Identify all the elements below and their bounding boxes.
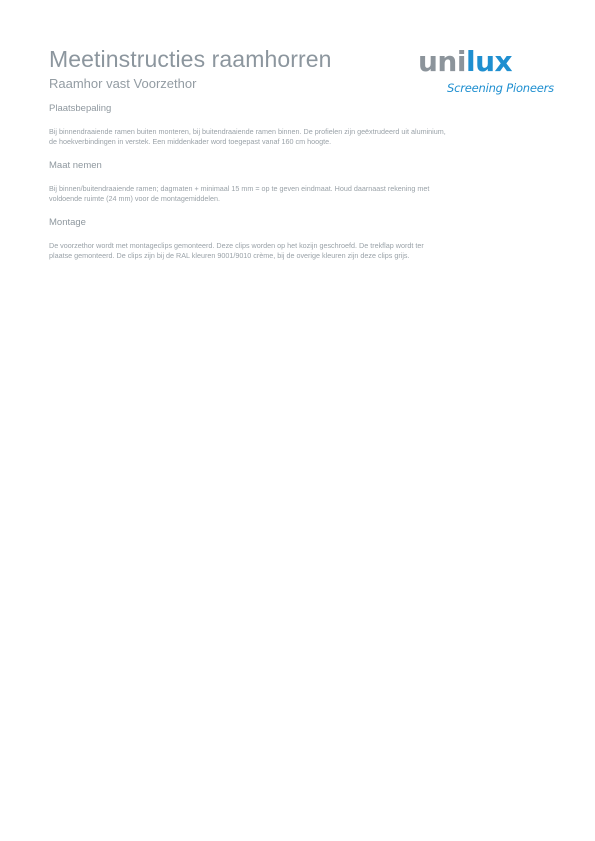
section-body: [49, 184, 549, 204]
section-heading: Maat nemen: [49, 160, 102, 171]
section-body-line: Bij binnen/buitendraaiende ramen; dagmaten + minimaal 15 mm = op te geven eindmaat. Houd daarnaast rekening met: [49, 184, 430, 193]
logo-wordmark-grey: uni: [418, 45, 466, 78]
document-header: [49, 45, 419, 92]
section-plaatsbepaling: [49, 103, 549, 147]
section-body-line: Bij binnendraaiende ramen buiten monteren, bij buitendraaiende ramen binnen. De profielen zijn geëxtrudeerd uit aluminium,: [49, 127, 446, 136]
section-body-line: voldoende ruimte (24 mm) voor de montagemiddelen.: [49, 194, 220, 203]
logo-wordmark-blue: lux: [465, 45, 513, 78]
logo-wordmark: [418, 46, 512, 78]
section-maat-nemen: [49, 160, 549, 204]
section-heading: Plaatsbepaling: [49, 103, 112, 114]
section-body: [49, 241, 549, 261]
section-body-line: De voorzethor wordt met montageclips gemonteerd. Deze clips worden op het kozijn geschroefd. De trekflap wordt ter: [49, 241, 424, 250]
unilux-logo: [418, 46, 558, 102]
section-montage: [49, 217, 549, 261]
section-heading: Montage: [49, 217, 86, 228]
page-subtitle: Raamhor vast Voorzethor: [49, 76, 197, 91]
logo-tagline: Screening Pioneers: [447, 81, 554, 95]
section-body-line: de hoekverbindingen in verstek. Een middenkader word toegepast vanaf 160 cm hoogte.: [49, 137, 332, 146]
section-body: [49, 127, 549, 147]
document-content: [49, 103, 549, 274]
page-title: Meetinstructies raamhorren: [49, 46, 332, 72]
section-body-line: plaatse gemonteerd. De clips zijn bij de RAL kleuren 9001/9010 crème, bij de overige kleuren zijn deze clips grijs.: [49, 251, 410, 260]
